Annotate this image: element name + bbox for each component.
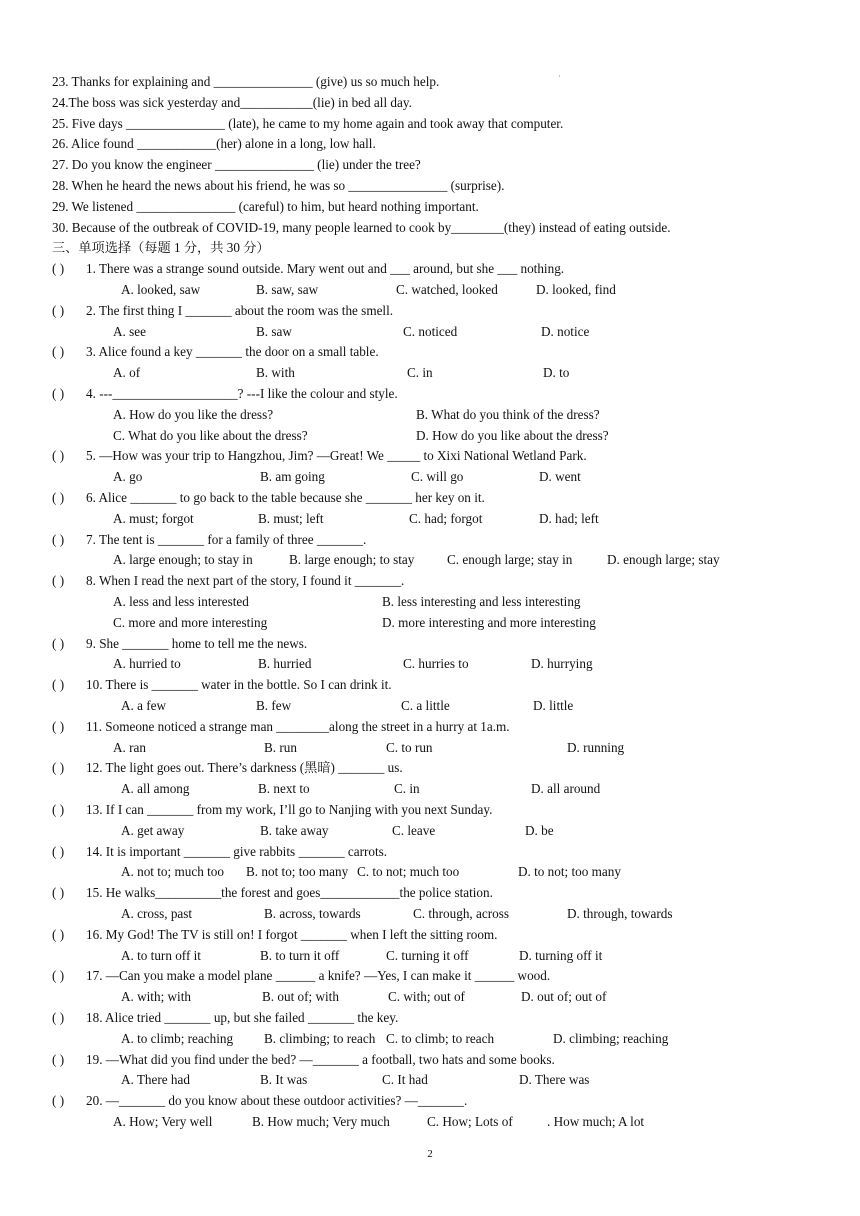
answer-blank-paren[interactable]: ( ): [52, 1051, 65, 1067]
option-text: C. more and more interesting: [113, 614, 268, 630]
question-row: [0, 488, 860, 509]
option-text: A. How do you like the dress?: [113, 406, 274, 422]
options-row: [0, 862, 860, 883]
options-row: [0, 821, 860, 842]
answer-blank-paren[interactable]: ( ): [52, 448, 65, 464]
answer-blank-paren[interactable]: ( ): [52, 573, 65, 589]
question-text: 3. Alice found a key _______ the door on a small table.: [86, 344, 379, 360]
option-text: D. all around: [531, 781, 601, 797]
option-text: C. a little: [401, 698, 450, 713]
answer-blank-paren[interactable]: ( ): [52, 1010, 65, 1025]
question-text: 14. It is important _______ give rabbits _______ carrots.: [86, 843, 388, 859]
question-row: [0, 1091, 860, 1112]
option-text: B. saw, saw: [256, 282, 319, 297]
fill-blank-text: 27. Do you know the engineer _______________ (lie) under the tree?: [52, 157, 421, 173]
option-text: D. went: [539, 469, 581, 485]
options-row: [0, 904, 860, 925]
option-text: C. How; Lots of: [427, 1114, 513, 1129]
question-row: [0, 883, 860, 904]
answer-blank-paren[interactable]: ( ): [52, 968, 65, 984]
option-text: B. How much; Very much: [252, 1114, 390, 1129]
fill-blank-item: [0, 93, 860, 114]
answer-blank-paren[interactable]: ( ): [52, 802, 65, 817]
option-text: C. watched, looked: [396, 282, 498, 297]
option-text: B. not to; too many: [246, 864, 349, 880]
option-text: D. to: [543, 365, 570, 381]
option-text: A. less and less interested: [113, 594, 249, 609]
question-row: [0, 758, 860, 779]
option-text: D. looked, find: [536, 282, 616, 297]
question-text: 6. Alice _______ to go back to the table because she _______ her key on it.: [86, 490, 485, 505]
option-text: D. enough large; stay: [607, 552, 720, 568]
option-text: C. to not; much too: [357, 864, 460, 880]
option-text: A. with; with: [121, 989, 191, 1005]
option-text: A. a few: [121, 698, 167, 713]
option-text: D. to not; too many: [518, 864, 621, 880]
options-row: [0, 946, 860, 967]
question-row: [0, 800, 860, 821]
option-text: B. out of; with: [262, 989, 339, 1005]
option-text: D. climbing; reaching: [553, 1030, 669, 1046]
option-text: D. through, towards: [567, 906, 673, 921]
option-text: A. cross, past: [121, 906, 193, 921]
options-row: [0, 592, 860, 613]
option-text: B. It was: [260, 1072, 308, 1088]
question-row: [0, 446, 860, 467]
options-row: [0, 1029, 860, 1050]
fill-blank-item: [0, 155, 860, 176]
option-text: D. turning off it: [519, 947, 603, 963]
option-text: A. go: [113, 469, 143, 485]
options-row: [0, 322, 860, 343]
question-text: 2. The first thing I _______ about the room was the smell.: [86, 302, 394, 318]
question-text: 5. —How was your trip to Hangzhou, Jim? —Great! We _____ to Xixi National Wetland Park.: [86, 448, 587, 464]
options-row: [0, 696, 860, 717]
answer-blank-paren[interactable]: ( ): [52, 386, 65, 401]
option-text: A. hurried to: [113, 656, 181, 672]
option-text: B. run: [264, 739, 297, 755]
question-row: [0, 717, 860, 738]
option-text: C. leave: [392, 822, 436, 838]
option-text: A. looked, saw: [121, 282, 201, 297]
option-text: D. little: [533, 698, 574, 713]
option-text: A. get away: [121, 822, 185, 838]
option-text: A. How; Very well: [113, 1114, 213, 1129]
answer-blank-paren[interactable]: ( ): [52, 885, 65, 901]
option-text: C. enough large; stay in: [447, 552, 573, 568]
question-row: [0, 1050, 860, 1071]
question-text: 12. The light goes out. There’s darkness (黑暗) _______ us.: [86, 760, 403, 776]
options-row: [0, 738, 860, 759]
question-row: [0, 634, 860, 655]
option-text: C. in: [394, 781, 420, 797]
option-text: C. It had: [382, 1072, 428, 1088]
question-text: 1. There was a strange sound outside. Mary went out and ___ around, but she ___ nothing.: [86, 261, 565, 277]
options-row: [0, 405, 860, 426]
question-text: 7. The tent is _______ for a family of three _______.: [86, 531, 367, 547]
option-text: A. see: [113, 323, 146, 339]
option-text: B. am going: [260, 469, 325, 485]
option-text: D. had; left: [539, 510, 599, 526]
option-text: B. take away: [260, 822, 329, 838]
fill-blank-text: 30. Because of the outbreak of COVID-19, many people learned to cook by________(they) instead of eating outside.: [52, 219, 671, 235]
answer-blank-paren[interactable]: ( ): [52, 718, 65, 734]
options-row: [0, 363, 860, 384]
question-row: [0, 301, 860, 322]
option-text: C. hurries to: [403, 656, 469, 672]
answer-blank-paren[interactable]: ( ): [52, 344, 65, 360]
fill-blank-text: 23. Thanks for explaining and _______________ (give) us so much help.: [52, 74, 440, 89]
option-text: D. running: [567, 739, 625, 755]
question-text: 10. There is _______ water in the bottle. So I can drink it.: [86, 677, 392, 693]
option-text: D. How do you like about the dress?: [416, 427, 609, 443]
option-text: B. must; left: [258, 510, 324, 526]
question-row: [0, 384, 860, 405]
options-row: [0, 509, 860, 530]
question-text: 15. He walks__________the forest and goes____________the police station.: [86, 885, 493, 901]
option-text: B. to turn it off: [260, 947, 340, 963]
options-row: [0, 426, 860, 447]
option-text: B. hurried: [258, 656, 312, 672]
option-text: A. to turn off it: [121, 947, 201, 963]
option-text: B. large enough; to stay: [289, 552, 415, 568]
answer-blank-paren[interactable]: ( ): [52, 531, 65, 547]
option-text: A. must; forgot: [113, 510, 194, 526]
option-text: D. out of; out of: [521, 989, 607, 1005]
answer-blank-paren[interactable]: ( ): [52, 760, 65, 776]
question-text: 4. ---___________________? ---I like the colour and style.: [86, 386, 398, 401]
option-text: B. few: [256, 698, 292, 713]
option-text: C. noticed: [403, 323, 458, 339]
answer-blank-paren[interactable]: ( ): [52, 302, 65, 318]
question-row: [0, 342, 860, 363]
section-title-text: 三、单项选择（每题 1 分，共 30 分）: [52, 240, 270, 256]
option-text: A. ran: [113, 739, 146, 755]
question-text: 20. —_______ do you know about these outdoor activities? —_______.: [86, 1093, 468, 1109]
fill-blank-item: [0, 197, 860, 218]
option-text: A. of: [113, 365, 141, 381]
answer-blank-paren[interactable]: ( ): [52, 677, 65, 693]
fill-blank-item: [0, 114, 860, 135]
answer-blank-paren[interactable]: ( ): [52, 635, 65, 651]
question-row: [0, 925, 860, 946]
question-text: 13. If I can _______ from my work, I’ll go to Nanjing with you next Sunday.: [86, 802, 493, 817]
page-number: 2: [427, 1148, 433, 1160]
answer-blank-paren[interactable]: ( ): [52, 926, 65, 942]
option-text: D. hurrying: [531, 656, 593, 672]
options-row: [0, 550, 860, 571]
options-row: [0, 779, 860, 800]
option-text: A. large enough; to stay in: [113, 552, 253, 568]
option-text: B. climbing; to reach: [264, 1030, 376, 1046]
question-row: [0, 1008, 860, 1029]
options-row: [0, 654, 860, 675]
question-text: 9. She _______ home to tell me the news.: [86, 635, 308, 651]
question-text: 11. Someone noticed a strange man ________along the street in a hurry at 1a.m.: [86, 718, 510, 734]
option-text: C. turning it off: [386, 947, 469, 963]
option-text: B. What do you think of the dress?: [416, 406, 600, 422]
question-text: 19. —What did you find under the bed? —_______ a football, two hats and some books.: [86, 1051, 555, 1067]
option-text: C. with; out of: [388, 989, 465, 1005]
fill-blank-item: [0, 176, 860, 197]
option-text: A. There had: [121, 1072, 190, 1088]
answer-blank-paren[interactable]: ( ): [52, 261, 65, 277]
question-row: [0, 571, 860, 592]
question-text: 18. Alice tried _______ up, but she failed _______ the key.: [86, 1010, 399, 1025]
option-text: B. less interesting and less interesting: [382, 594, 581, 609]
option-text: D. more interesting and more interesting: [382, 614, 596, 630]
option-text: B. with: [256, 365, 295, 381]
options-row: [0, 987, 860, 1008]
option-text: A. to climb; reaching: [121, 1030, 234, 1046]
options-row: [0, 613, 860, 634]
fill-blank-item: [0, 218, 860, 239]
stray-mark: ·: [558, 72, 561, 81]
option-text: C. to run: [386, 739, 433, 755]
question-row: [0, 966, 860, 987]
option-text: C. through, across: [413, 906, 509, 921]
option-text: . How much; A lot: [547, 1114, 645, 1129]
option-text: D. There was: [519, 1072, 590, 1088]
fill-blank-text: 24.The boss was sick yesterday and___________(lie) in bed all day.: [52, 94, 412, 110]
question-text: 16. My God! The TV is still on! I forgot _______ when I left the sitting room.: [86, 926, 498, 942]
question-row: [0, 842, 860, 863]
option-text: A. all among: [121, 781, 190, 797]
option-text: B. next to: [258, 781, 310, 797]
option-text: B. across, towards: [264, 906, 361, 921]
question-row: [0, 675, 860, 696]
fill-blank-item: [0, 72, 860, 93]
fill-blank-text: 28. When he heard the news about his friend, he was so _______________ (surprise).: [52, 178, 505, 193]
question-row: [0, 530, 860, 551]
option-text: C. in: [407, 365, 433, 381]
option-text: D. notice: [541, 323, 590, 339]
section-title: [0, 238, 860, 259]
fill-blank-item: [0, 134, 860, 155]
options-row: [0, 467, 860, 488]
option-text: A. not to; much too: [121, 864, 224, 880]
answer-blank-paren[interactable]: ( ): [52, 490, 65, 505]
options-row: [0, 1070, 860, 1091]
question-row: [0, 259, 860, 280]
fill-blank-text: 25. Five days _______________ (late), he came to my home again and took away that computer.: [52, 115, 564, 131]
option-text: C. to climb; to reach: [386, 1030, 495, 1046]
option-text: C. had; forgot: [409, 510, 483, 526]
answer-blank-paren[interactable]: ( ): [52, 843, 65, 859]
answer-blank-paren[interactable]: ( ): [52, 1093, 65, 1109]
question-text: 17. —Can you make a model plane ______ a knife? —Yes, I can make it ______ wood.: [86, 968, 551, 984]
option-text: D. be: [525, 822, 554, 838]
option-text: B. saw: [256, 323, 292, 339]
fill-blank-text: 29. We listened _______________ (careful) to him, but heard nothing important.: [52, 198, 479, 214]
fill-blank-text: 26. Alice found ____________(her) alone in a long, low hall.: [52, 136, 376, 152]
options-row: [0, 280, 860, 301]
question-text: 8. When I read the next part of the story, I found it _______.: [86, 573, 405, 589]
option-text: C. What do you like about the dress?: [113, 427, 308, 443]
option-text: C. will go: [411, 469, 464, 485]
options-row: [0, 1112, 860, 1133]
